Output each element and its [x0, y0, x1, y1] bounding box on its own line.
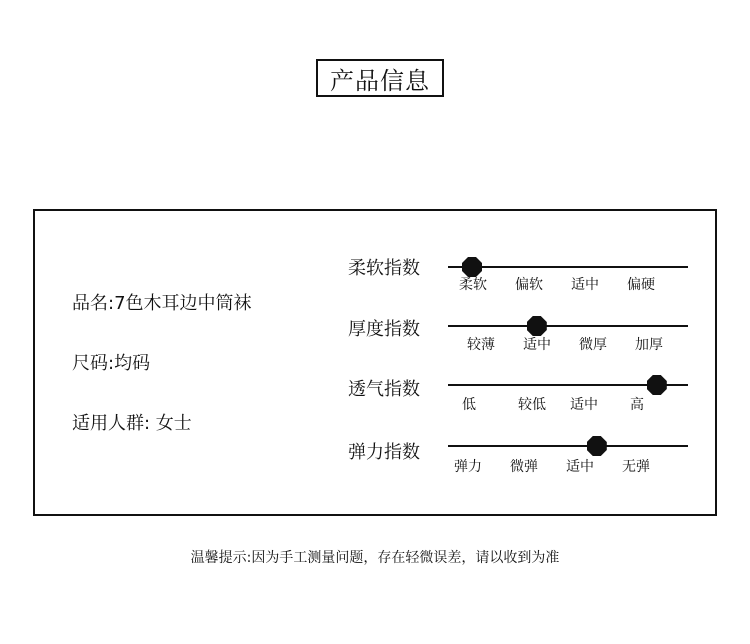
- level-marker: [647, 375, 667, 395]
- level-marker: [587, 436, 607, 456]
- tick-label: 适中: [570, 397, 598, 413]
- tick-label: 较低: [518, 397, 546, 413]
- tick-label: 高: [630, 397, 644, 413]
- notice-text: 温馨提示:因为手工测量问题，存在轻微误差，请以收到为准: [190, 550, 560, 566]
- product-info-card: [33, 209, 717, 516]
- tick-label: 偏软: [515, 277, 543, 293]
- product-size: 尺码:均码: [72, 353, 151, 374]
- tick-label: 适中: [571, 277, 599, 293]
- tick-label: 适中: [566, 459, 594, 475]
- tick-label: 偏硬: [627, 277, 655, 293]
- index-label: 厚度指数: [348, 319, 420, 340]
- product-name: 品名:7色木耳边中筒袜: [72, 293, 252, 314]
- tick-label: 较薄: [467, 337, 495, 353]
- breathability-index: [348, 375, 693, 435]
- thickness-index: [348, 315, 693, 375]
- tick-label: 无弹: [622, 459, 650, 475]
- level-marker: [527, 316, 547, 336]
- product-fit: 适用人群: 女士: [72, 413, 192, 434]
- page-title: 产品信息: [316, 59, 444, 97]
- scale-line: [448, 445, 688, 447]
- tick-label: 适中: [523, 337, 551, 353]
- softness-index: [348, 254, 693, 314]
- tick-label: 加厚: [635, 337, 663, 353]
- tick-label: 弹力: [454, 459, 482, 475]
- scale-line: [448, 266, 688, 268]
- elasticity-index: [348, 438, 693, 498]
- index-label: 柔软指数: [348, 258, 420, 279]
- index-label: 弹力指数: [348, 442, 420, 463]
- scale-line: [448, 325, 688, 327]
- tick-label: 低: [462, 397, 476, 413]
- tick-label: 柔软: [459, 277, 487, 293]
- tick-label: 微厚: [579, 337, 607, 353]
- index-label: 透气指数: [348, 379, 420, 400]
- tick-label: 微弹: [510, 459, 538, 475]
